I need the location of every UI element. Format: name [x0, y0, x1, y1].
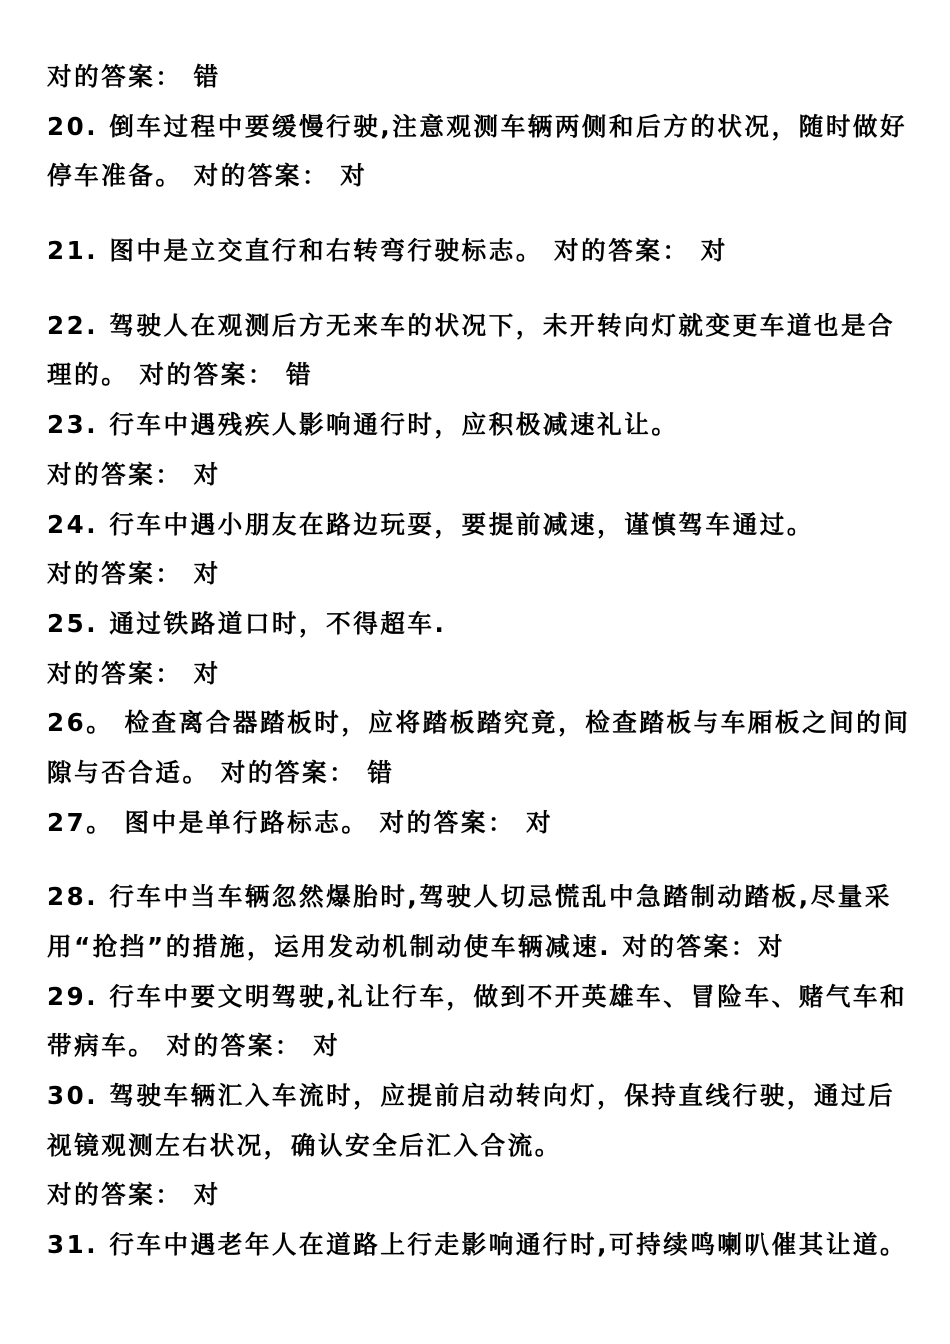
answer-line: 对的答案： 错	[47, 62, 221, 91]
question-20-continued: 停车准备。 对的答案： 对	[47, 161, 368, 191]
answer-line: 对的答案： 对	[47, 1180, 221, 1210]
answer-line: 对的答案： 对	[47, 658, 221, 688]
question-30: 30. 驾驶车辆汇入车流时，应提前启动转向灯，保持直线行驶，通过后	[47, 1081, 896, 1111]
question-22-continued: 理的。 对的答案： 错	[47, 360, 314, 390]
question-28: 28. 行车中当车辆忽然爆胎时,驾驶人切忌慌乱中急踏制动踏板,尽量采	[47, 882, 892, 912]
question-26-continued: 隙与否合适。 对的答案： 错	[47, 757, 395, 787]
question-29-continued: 带病车。 对的答案： 对	[47, 1031, 341, 1061]
answer-line: 对的答案： 对	[47, 559, 221, 589]
question-20: 20. 倒车过程中要缓慢行驶,注意观测车辆两侧和后方的状况，随时做好	[47, 111, 908, 141]
question-31: 31. 行车中遇老年人在道路上行走影响通行时,可持续鸣喇叭催其让道。	[47, 1230, 908, 1260]
document-body	[47, 52, 917, 1270]
question-25: 25. 通过铁路道口时，不得超车.	[47, 608, 447, 638]
answer-line: 对的答案： 对	[47, 459, 221, 489]
question-21: 21. 图中是立交直行和右转弯行驶标志。 对的答案： 对	[47, 236, 728, 266]
question-29: 29. 行车中要文明驾驶,礼让行车，做到不开英雄车、冒险车、赌气车和	[47, 981, 908, 1011]
question-22: 22. 驾驶人在观测后方无来车的状况下，未开转向灯就变更车道也是合	[47, 310, 896, 340]
question-28-continued: 用“抢挡”的措施，运用发动机制动使车辆减速. 对的答案：对	[47, 932, 785, 961]
question-27: 27。 图中是单行路标志。 对的答案： 对	[47, 807, 554, 837]
question-26: 26。 检查离合器踏板时，应将踏板踏究竟，检查踏板与车厢板之间的间	[47, 708, 911, 738]
question-24: 24. 行车中遇小朋友在路边玩耍，要提前减速，谨慎驾车通过。	[47, 509, 814, 539]
question-23: 23. 行车中遇残疾人影响通行时，应积极减速礼让。	[47, 410, 679, 440]
question-30-continued: 视镜观测左右状况，确认安全后汇入合流。	[47, 1130, 562, 1160]
